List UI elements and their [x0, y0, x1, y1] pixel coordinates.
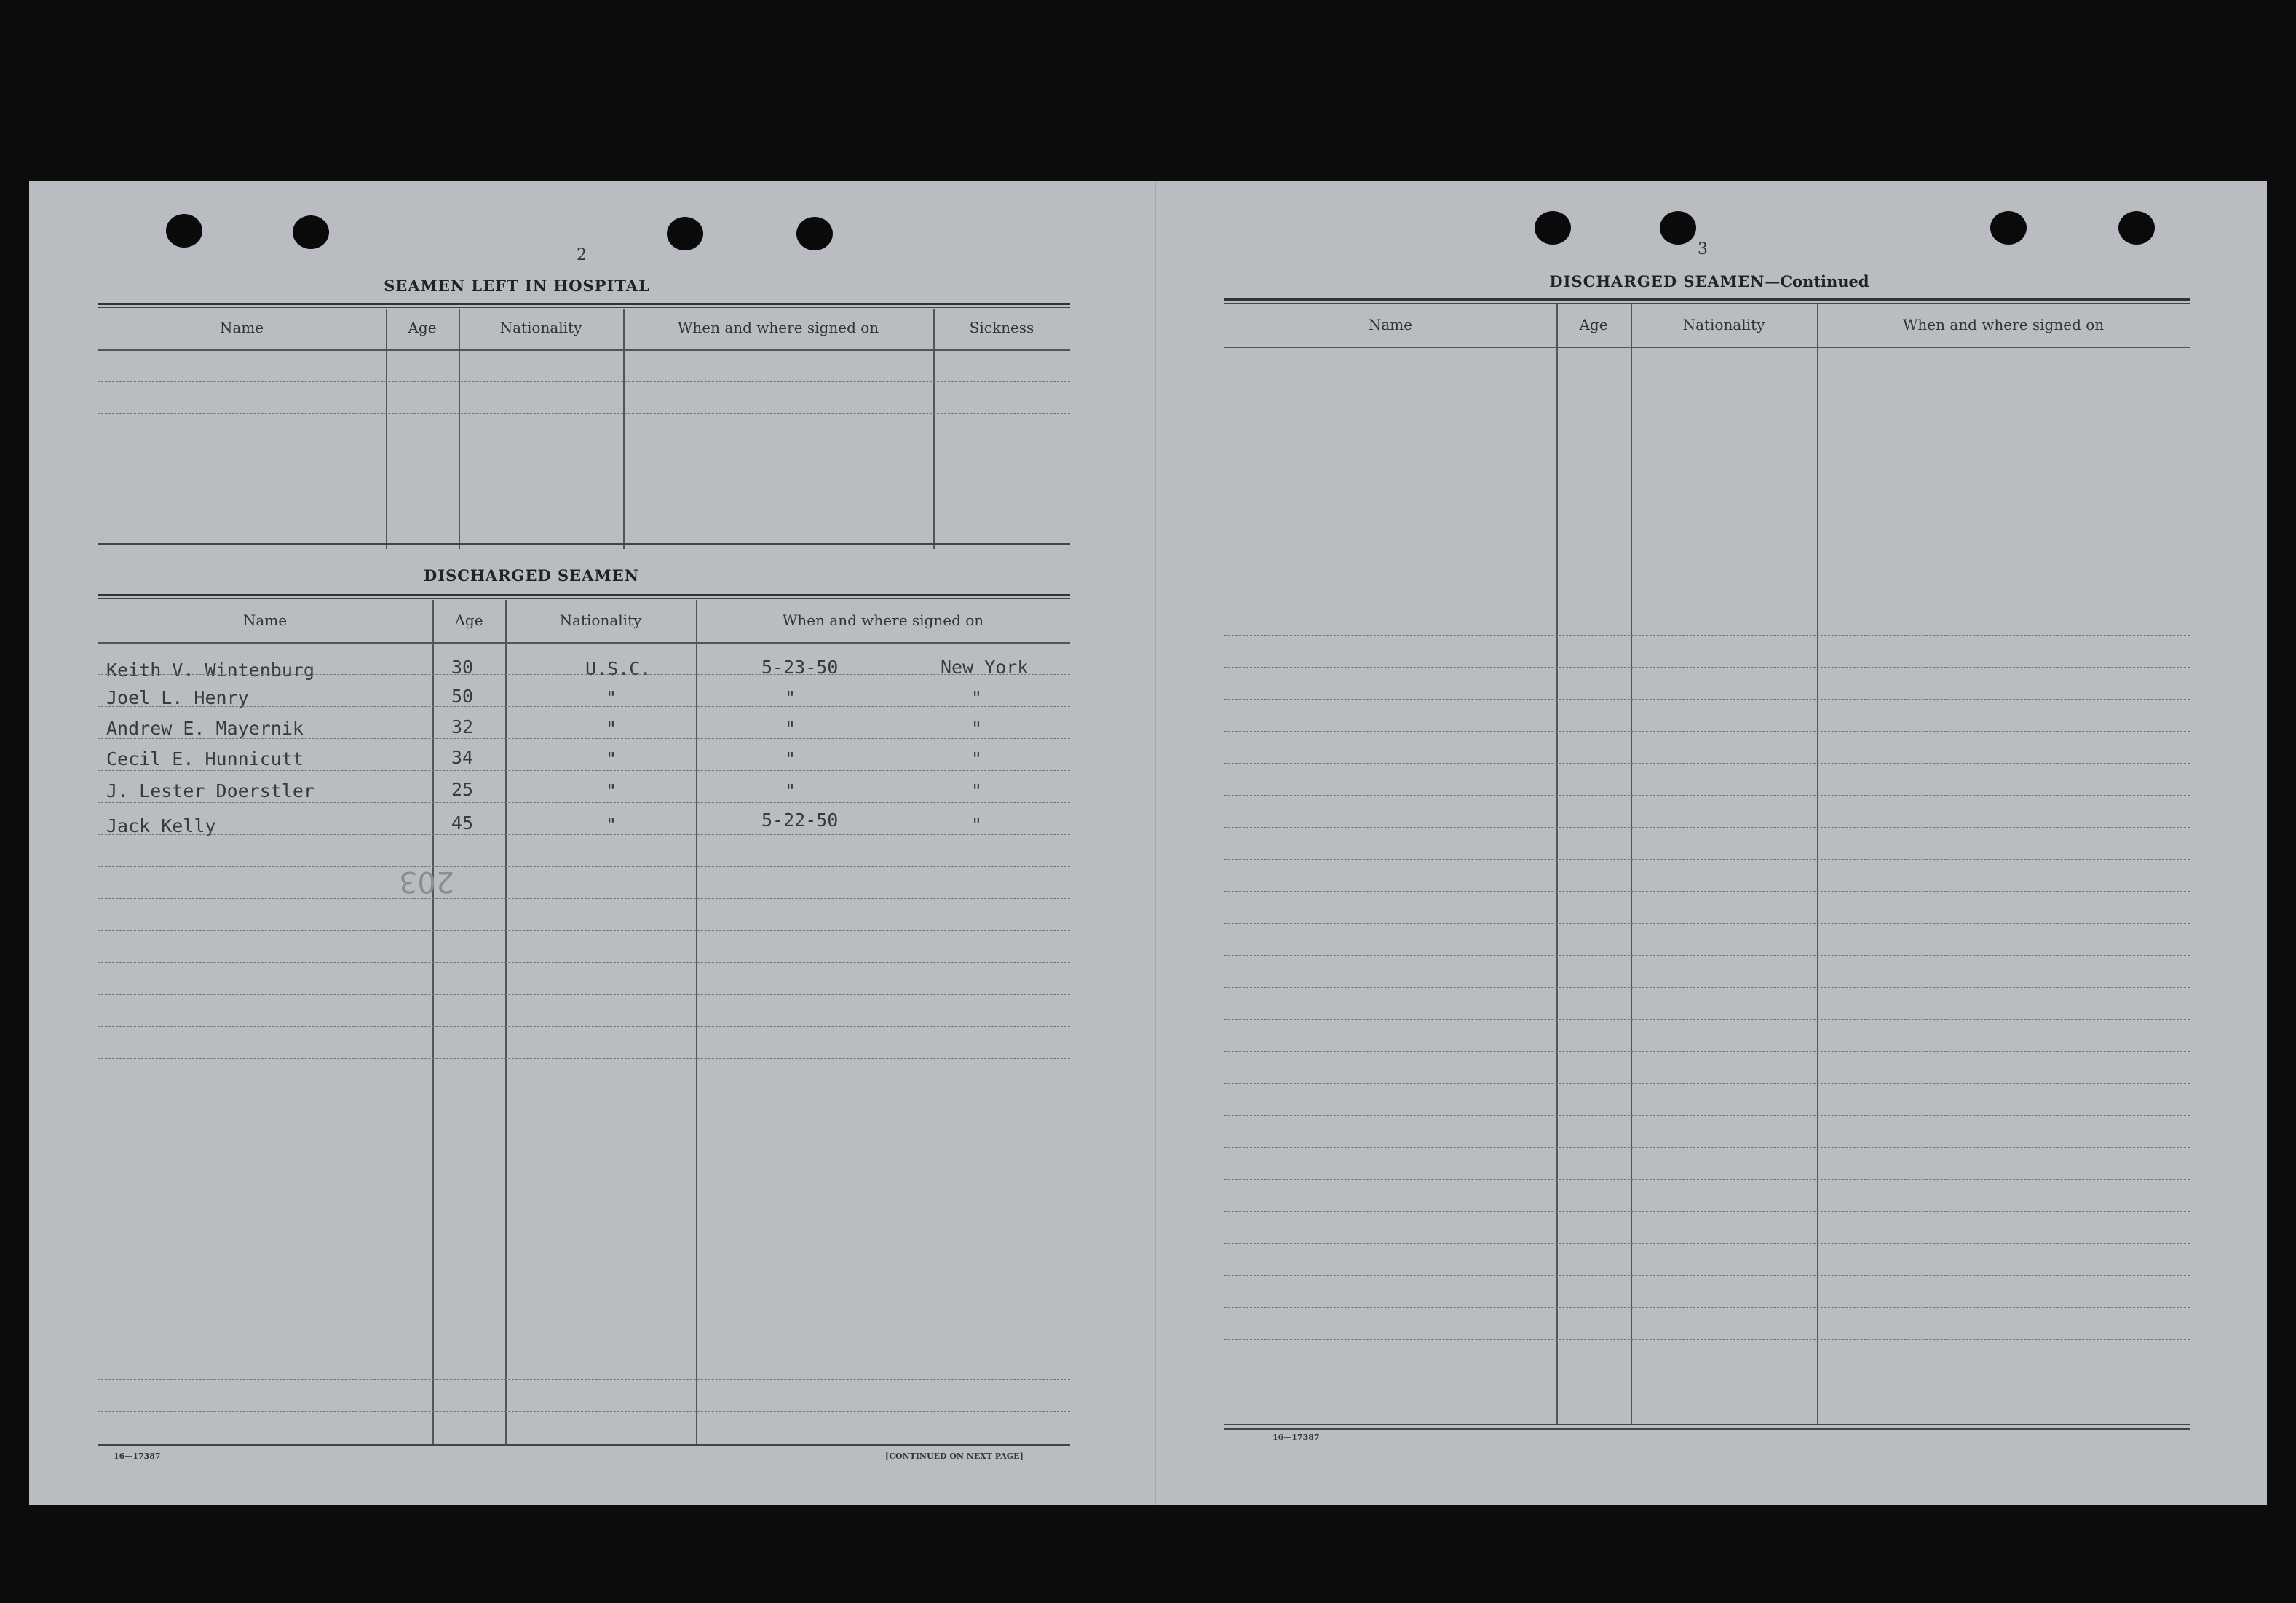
ruled-line — [98, 1058, 1070, 1059]
punch-hole — [1535, 211, 1571, 245]
discharged-continued-table — [1224, 298, 2190, 1434]
ruled-line — [1224, 1019, 2190, 1020]
continued-note: [CONTINUED ON NEXT PAGE] — [885, 1452, 1024, 1461]
ruled-line — [1224, 763, 2190, 764]
ruled-line — [1224, 1051, 2190, 1052]
col-header-nationality: Nationality — [1682, 316, 1765, 333]
ruled-line — [1224, 859, 2190, 860]
signed-on-date: " — [785, 718, 796, 739]
col-header-name: Name — [242, 611, 288, 629]
col-header-signed-on: When and where signed on — [677, 319, 879, 336]
ruled-line — [98, 930, 1070, 931]
punch-hole — [2118, 211, 2155, 245]
ruled-line — [1224, 795, 2190, 796]
ruled-line — [98, 706, 1070, 707]
punch-hole — [1990, 211, 2027, 245]
ruled-line — [1224, 667, 2190, 668]
punch-hole — [667, 217, 703, 250]
signed-on-date: 5-23-50 — [761, 657, 839, 678]
ruled-line — [1224, 1307, 2190, 1308]
discharged-section-title: DISCHARGED SEAMEN — [424, 566, 639, 585]
punch-hole — [166, 214, 202, 248]
form-number: 16—17387 — [1272, 1433, 1320, 1442]
signed-on-place: " — [971, 814, 983, 835]
seaman-age: 50 — [451, 686, 474, 707]
col-header-nationality: Nationality — [499, 319, 582, 336]
seaman-name: Andrew E. Mayernik — [106, 718, 304, 739]
ruled-line — [1224, 731, 2190, 732]
seaman-nationality: U.S.C. — [585, 658, 652, 679]
col-header-name: Name — [219, 319, 264, 336]
punch-hole — [293, 215, 329, 249]
ruled-line — [98, 738, 1070, 739]
ruled-line — [1224, 1243, 2190, 1244]
signed-on-place: " — [971, 748, 983, 769]
seaman-age: 34 — [451, 747, 474, 768]
ruled-line — [1224, 1083, 2190, 1084]
ruled-line — [1224, 1115, 2190, 1116]
seaman-name: Cecil E. Hunnicutt — [106, 748, 304, 769]
ruled-line — [1224, 1211, 2190, 1212]
ruled-line — [1224, 827, 2190, 828]
discharged-continued-title: DISCHARGED SEAMEN—Continued — [1549, 272, 1869, 290]
punch-hole — [1660, 211, 1696, 245]
col-header-age: Age — [1579, 316, 1608, 333]
signed-on-date: " — [785, 780, 796, 802]
ruled-line — [98, 962, 1070, 963]
page-number: 2 — [577, 246, 587, 264]
ruled-line — [98, 1411, 1070, 1412]
col-header-sickness: Sickness — [969, 319, 1034, 336]
ruled-line — [98, 1026, 1070, 1027]
page-3 — [1156, 181, 2267, 1505]
ruled-line — [1224, 955, 2190, 956]
col-header-signed-on: When and where signed on — [782, 611, 984, 629]
signed-on-date: " — [785, 748, 796, 769]
seaman-age: 45 — [451, 812, 474, 834]
stamp-mark: 203 — [399, 865, 455, 898]
ruled-line — [1224, 635, 2190, 636]
seaman-name: Jack Kelly — [106, 815, 216, 836]
ruled-line — [98, 770, 1070, 771]
hospital-table — [98, 303, 1070, 550]
seaman-nationality: " — [606, 814, 617, 835]
discharged-table — [98, 594, 1070, 1489]
col-header-nationality: Nationality — [559, 611, 642, 629]
seaman-nationality: " — [606, 718, 617, 739]
ruled-line — [98, 834, 1070, 835]
signed-on-date: 5-22-50 — [761, 810, 839, 831]
document-sheet — [29, 181, 2267, 1505]
ruled-line — [98, 802, 1070, 803]
hospital-section-title: SEAMEN LEFT IN HOSPITAL — [384, 277, 650, 295]
signed-on-place: New York — [941, 657, 1029, 678]
ruled-line — [98, 866, 1070, 867]
form-number: 16—17387 — [114, 1452, 161, 1461]
seaman-nationality: " — [606, 687, 617, 708]
ruled-line — [1224, 891, 2190, 892]
ruled-line — [98, 1379, 1070, 1380]
ruled-line — [1224, 699, 2190, 700]
seaman-name: Keith V. Wintenburg — [106, 660, 314, 681]
ruled-line — [1224, 923, 2190, 924]
ruled-line — [98, 898, 1070, 899]
ruled-line — [1224, 1339, 2190, 1340]
col-header-name: Name — [1368, 316, 1413, 333]
col-header-age: Age — [408, 319, 437, 336]
ruled-line — [98, 994, 1070, 995]
ruled-line — [1224, 987, 2190, 988]
signed-on-place: " — [971, 687, 983, 708]
signed-on-place: " — [971, 718, 983, 739]
seaman-age: 32 — [451, 716, 474, 737]
col-header-signed-on: When and where signed on — [1902, 316, 2105, 333]
seaman-nationality: " — [606, 748, 617, 769]
page-2 — [29, 181, 1156, 1505]
signed-on-place: " — [971, 780, 983, 802]
seaman-nationality: " — [606, 780, 617, 802]
page-number: 3 — [1698, 240, 1708, 258]
seaman-age: 30 — [451, 657, 474, 678]
ruled-line — [1224, 1147, 2190, 1148]
ruled-line — [1224, 1275, 2190, 1276]
signed-on-date: " — [785, 687, 796, 708]
punch-hole — [796, 217, 833, 250]
seaman-name: J. Lester Doerstler — [106, 780, 314, 802]
seaman-name: Joel L. Henry — [106, 687, 249, 708]
ruled-line — [98, 674, 1070, 675]
ruled-line — [1224, 1179, 2190, 1180]
col-header-age: Age — [454, 611, 483, 629]
seaman-age: 25 — [451, 779, 474, 800]
